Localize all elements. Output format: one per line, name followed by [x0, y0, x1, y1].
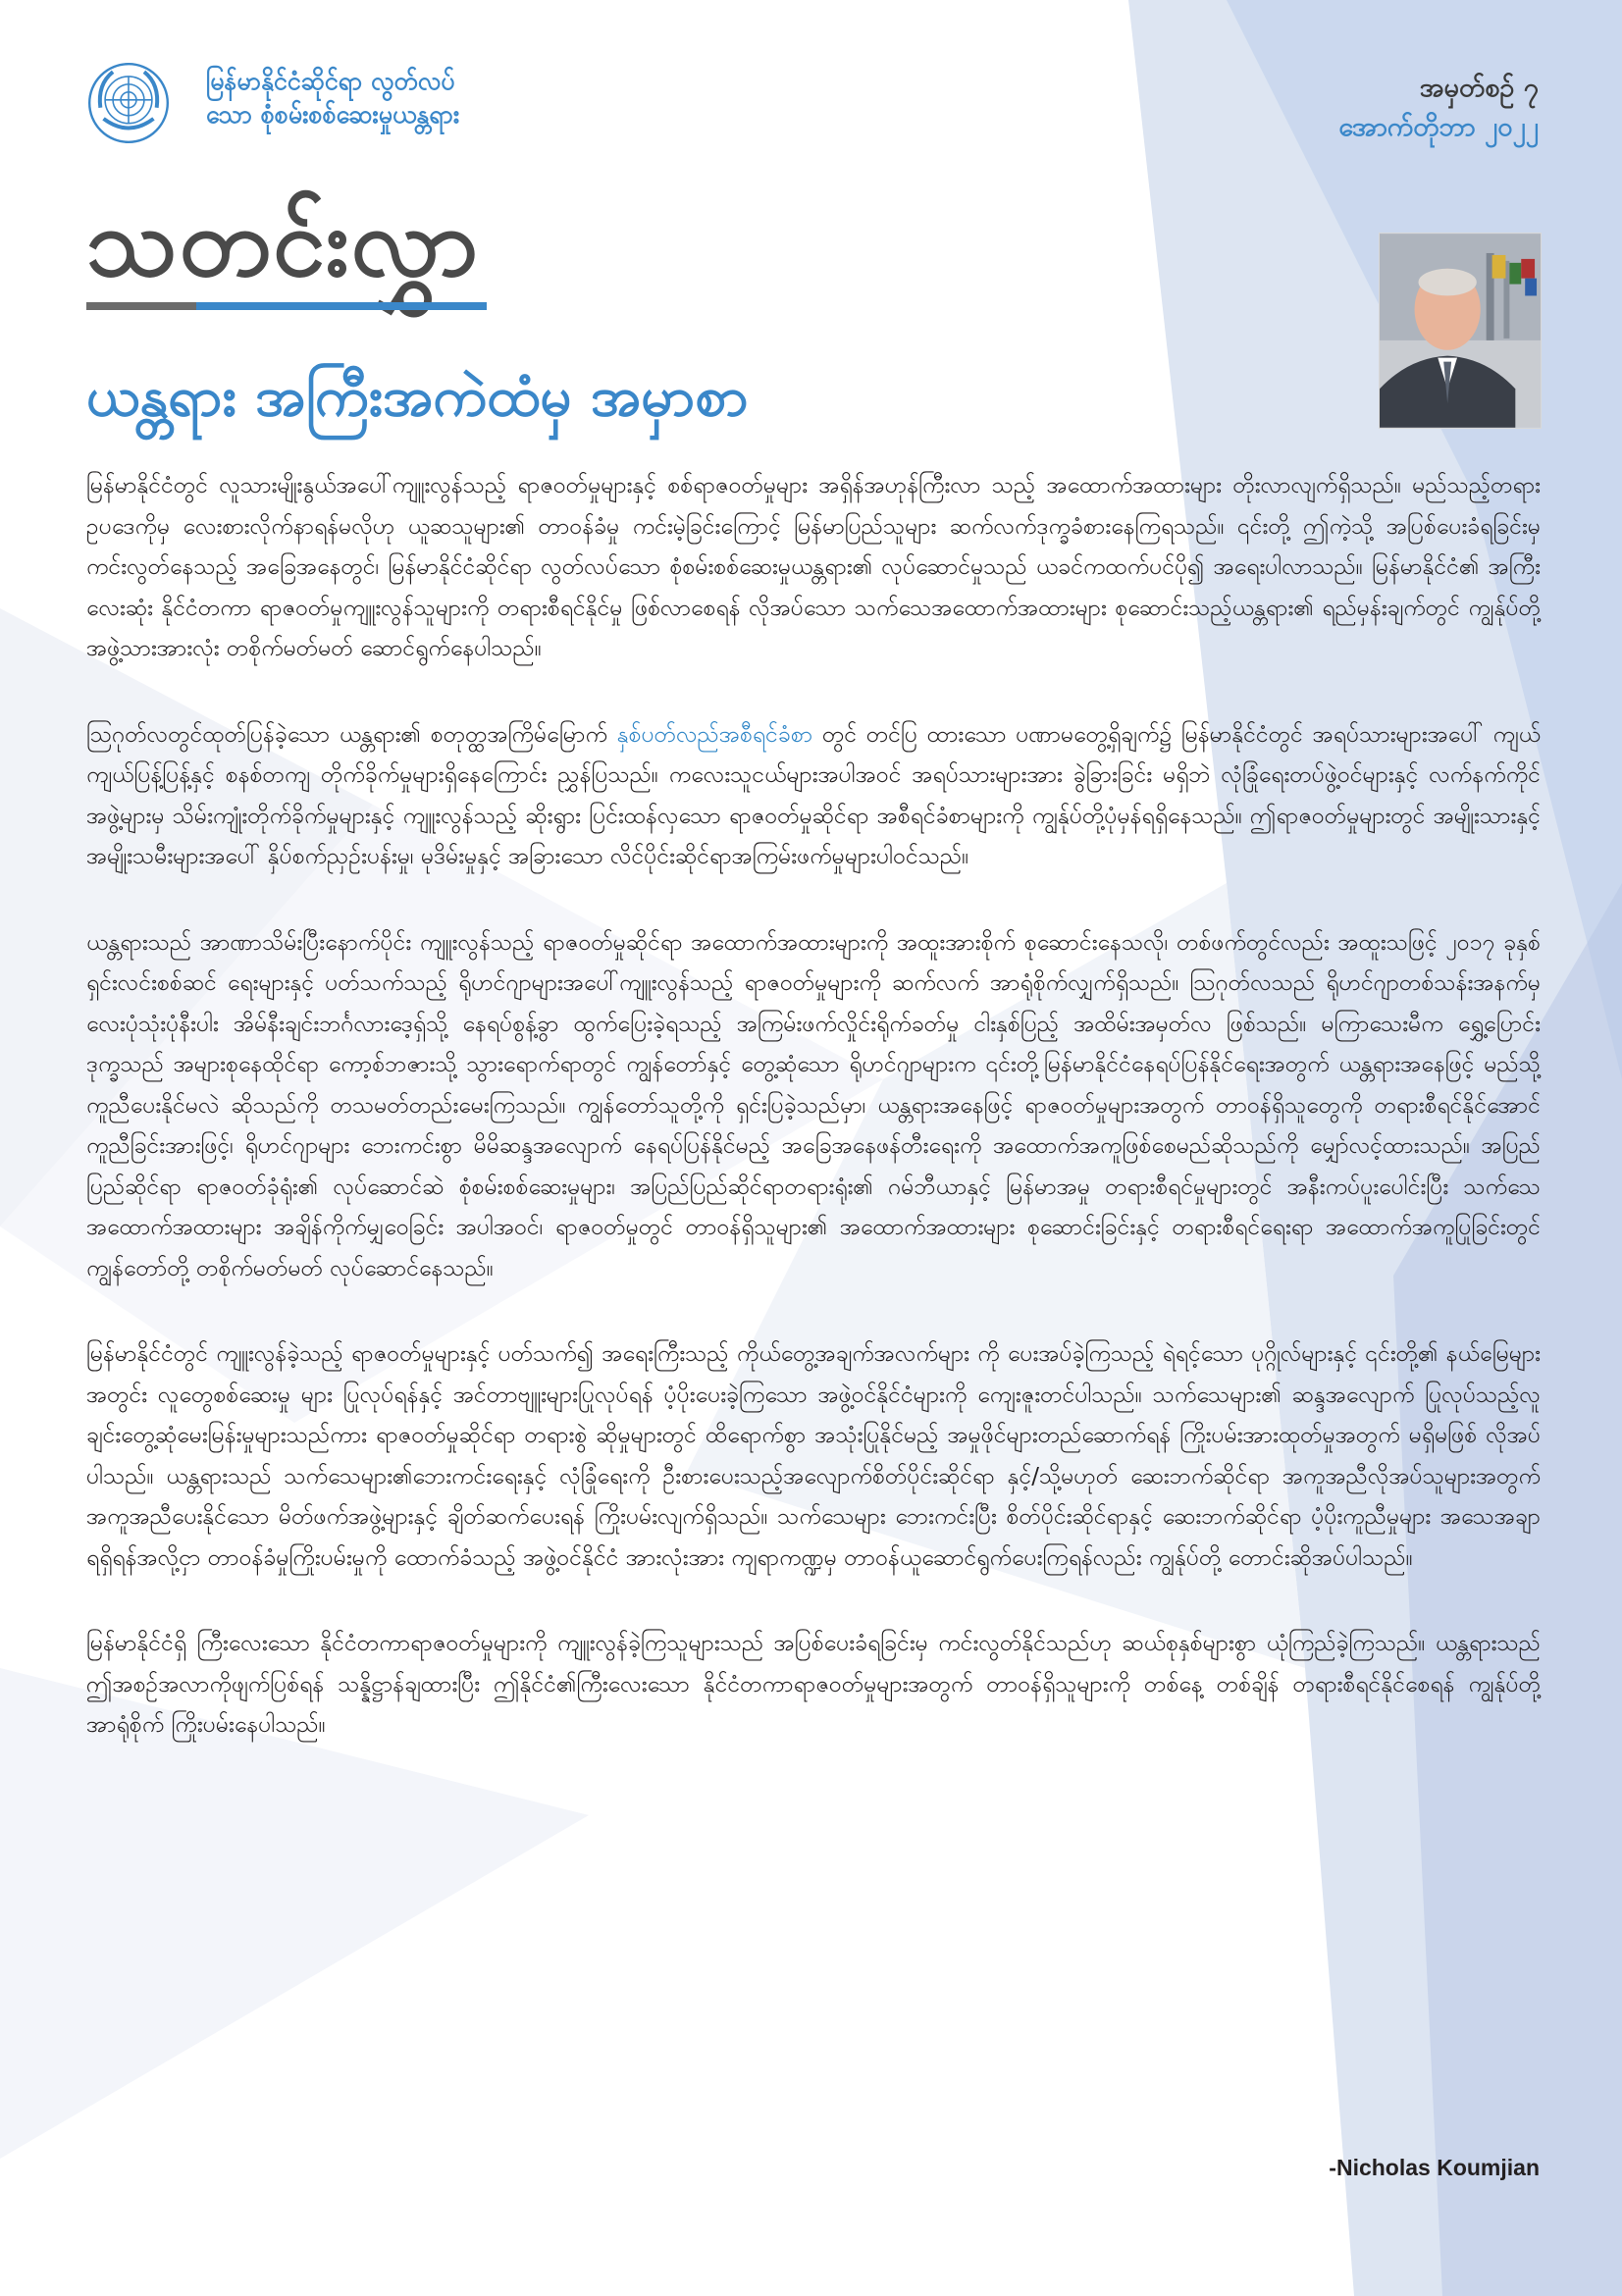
- annual-report-link[interactable]: နှစ်ပတ်လည်အစီရင်ခံစာ: [616, 721, 813, 748]
- issue-info: [1244, 69, 1539, 147]
- issue-number: အမှတ်စဉ် ၇: [1419, 73, 1539, 103]
- paragraph-3: ယန္တရားသည် အာဏာသိမ်းပြီးနောက်ပိုင်း ကျူးလွန်သည့် ရာဇဝတ်မှုဆိုင်ရာ အထောက်အထားများကို အထူးအားစိုက် စုဆောင်းနေသလို၊ တစ်ဖက်တွင်လည်း အထူးသဖြင့် ၂၀၁၇ ခုနှစ် ရှင်းလင်းစစ်ဆင် ရေးများနှင့် ပတ်သက်သည့် ရိုဟင်ဂျာများအပေါ်ကျူးလွန်သည့် ရာဇဝတ်မှုများကို ဆက်လက် အာရုံစိုက်လျှက်ရှိသည်။ ဩဂုတ်လသည် ရိုဟင်ဂျာတစ်သန်းအနက်မှ လေးပုံသုံးပုံနီးပါး အိမ်နီးချင်းဘင်္ဂလားဒေ့ရှ်သို့ နေရပ်စွန့်ခွာ ထွက်ပြေးခဲ့ရသည့် အကြမ်းဖက်လှိုင်းရိုက်ခတ်မှု ငါးနှစ်ပြည့် အထိမ်းအမှတ်လ ဖြစ်သည်။ မကြာသေးမီက ရွှေ့ပြောင်းဒုက္ခသည် အများစုနေထိုင်ရာ ကော့စ်ဘဇားသို့ သွားရောက်ရာတွင် ကျွန်တော်နှင့် တွေ့ဆုံသော ရိုဟင်ဂျာများက ၎င်းတို့မြန်မာနိုင်ငံနေရပ်ပြန်နိုင်ရေးအတွက် ယန္တရားအနေဖြင့် မည်သို့ ကူညီပေးနိုင်မလဲ ဆိုသည်ကို တသမတ်တည်းမေးကြသည်။ ကျွန်တော်သူတို့ကို ရှင်းပြခဲ့သည်မှာ၊ ယန္တရားအနေဖြင့် ရာဇဝတ်မှုများအတွက် တာဝန်ရှိသူတွေကို တရားစီရင်နိုင်အောင် ကူညီခြင်းအားဖြင့်၊ ရိုဟင်ဂျာများ ဘေးကင်းစွာ မိမိဆန္ဒအလျောက် နေရပ်ပြန်နိုင်မည့် အခြေအနေဖန်တီးရေးကို အထောက်အကူဖြစ်စေမည်ဆိုသည်ကို မျှော်လင့်ထားသည်။ အပြည်ပြည်ဆိုင်ရာ ရာဇဝတ်ခုံရုံး၏ လုပ်ဆောင်ဆဲ စုံစမ်းစစ်ဆေးမှုများ၊ အပြည်ပြည်ဆိုင်ရာတရားရုံး၏ ဂမ်ဘီယာနှင့် မြန်မာအမှု တရားစီရင်မှုများတွင် အနီးကပ်ပူးပေါင်းပြီး သက်သေအထောက်အထားများ အချိန်ကိုက်မျှဝေခြင်း အပါအဝင်၊ ရာဇဝတ်မှုတွင် တာဝန်ရှိသူများ၏ အထောက်အထားများ စုဆောင်းခြင်းနှင့် တရားစီရင်ရေးရာ အထောက်အကူပြုခြင်းတွင် ကျွန်တော်တို့ တစိုက်မတ်မတ် လုပ်ဆောင်နေသည်။: [86, 929, 1541, 1281]
- author-photo: [1379, 233, 1542, 429]
- header: [86, 61, 1539, 149]
- organization-name: [206, 65, 618, 131]
- paragraph-4: မြန်မာနိုင်ငံတွင် ကျူးလွန်ခဲ့သည့် ရာဇဝတ်မှုများနှင့် ပတ်သက်၍ အရေးကြီးသည့် ကိုယ်တွေ့အချက်အလက်များ ကို ပေးအပ်ခဲ့ကြသည့် ရဲရင့်သော ပုဂ္ဂိုလ်များနှင့် ၎င်းတို့၏ နယ်မြေများအတွင်း လူတွေစစ်ဆေးမှု များ ပြုလုပ်ရန်နှင့် အင်တာဗျူးများပြုလုပ်ရန် ပံ့ပိုးပေးခဲ့ကြသော အဖွဲ့ဝင်နိုင်ငံများကို ကျေးဇူးတင်ပါသည်။ သက်သေများ၏ ဆန္ဒအလျောက် ပြုလုပ်သည့်လူချင်းတွေ့ဆုံမေးမြန်းမှုများသည်ကား ရာဇဝတ်မှုဆိုင်ရာ တရားစွဲ ဆိုမှုများတွင် ထိရောက်စွာ အသုံးပြုနိုင်မည့် အမှုဖိုင်များတည်ဆောက်ရန် ကြိုးပမ်းအားထုတ်မှုအတွက် မရှိမဖြစ် လိုအပ်ပါသည်။ ယန္တရားသည် သက်သေများ၏ဘေးကင်းရေးနှင့် လုံခြုံရေးကို ဦးစားပေးသည့်အလျောက်စိတ်ပိုင်းဆိုင်ရာ နှင့်/သို့မဟုတ် ဆေးဘက်ဆိုင်ရာ အကူအညီလိုအပ်သူများအတွက် အကူအညီပေးနိုင်သော မိတ်ဖက်အဖွဲ့များနှင့် ချိတ်ဆက်ပေးရန် ကြိုးပမ်းလျက်ရှိသည်။ သက်သေများ ဘေးကင်းပြီး စိတ်ပိုင်းဆိုင်ရာနှင့် ဆေးဘက်ဆိုင်ရာ ပံ့ပိုးကူညီမှုများ အသေအချာရရှိရန်အလို့ငှာ တာဝန်ခံမှုကြိုးပမ်းမှုကို ထောက်ခံသည့် အဖွဲ့ဝင်နိုင်ငံ အားလုံးအား ကျရာကဏ္ဍမှ တာဝန်ယူဆောင်ရွက်ပေးကြရန်လည်း ကျွန်ုပ်တို့ တောင်းဆိုအပ်ပါသည်။: [86, 1341, 1541, 1571]
- article-body: [86, 466, 1541, 1792]
- paragraph-2: [86, 715, 1541, 878]
- issue-date: အောက်တိုဘာ ၂၀၂၂: [1338, 112, 1539, 142]
- un-emblem-logo: [86, 61, 171, 145]
- paragraph-2-before: ဩဂုတ်လတွင်ထုတ်ပြန်ခဲ့သော ယန္တရား၏ စတုတ္ထအကြိမ်မြောက်: [86, 721, 617, 748]
- masthead-title: သတင်းလွှာ: [86, 187, 481, 297]
- signature: -Nicholas Koumjian: [1329, 2155, 1540, 2180]
- paragraph-1: မြန်မာနိုင်ငံတွင် လူသားမျိုးနွယ်အပေါ်ကျူးလွန်သည့် ရာဇဝတ်မှုများနှင့် စစ်ရာဇဝတ်မှုများ အရှိန်အဟုန်ကြီးလာ သည့် အထောက်အထားများ တိုးလာလျက်ရှိသည်။ မည်သည့်တရားဥပဒေကိုမှ လေးစားလိုက်နာရန်မလိုဟု ယူဆသူများ၏ တာဝန်ခံမှု ကင်းမဲ့ခြင်းကြောင့် မြန်မာပြည်သူများ ဆက်လက်ဒုက္ခခံစားနေကြရသည်။ ၎င်းတို့ ဤကဲ့သို့ အပြစ်ပေးခံရခြင်းမှ ကင်းလွတ်နေသည့် အခြေအနေတွင်၊ မြန်မာနိုင်ငံဆိုင်ရာ လွတ်လပ်သော စုံစမ်းစစ်ဆေးမှုယန္တရား၏ လုပ်ဆောင်မှုသည် ယခင်ကထက်ပင်ပို၍ အရေးပါလာသည်။ မြန်မာနိုင်ငံ၏ အကြီးလေးဆုံး နိုင်ငံတကာ ရာဇဝတ်မှုကျူးလွန်သူများကို တရားစီရင်နိုင်မှု ဖြစ်လာစေရန် လိုအပ်သော သက်သေအထောက်အထားများ စုဆောင်းသည့်ယန္တရား၏ ရည်မှန်းချက်တွင် ကျွန်ုပ်တို့အဖွဲ့သားအားလုံး တစိုက်မတ်မတ် ဆောင်ရွက်နေပါသည်။: [86, 473, 1541, 661]
- masthead-rule-blue: [196, 302, 487, 310]
- paragraph-2-after: တွင် တင်ပြ ထားသော ပဏာမတွေ့ရှိချက်၌ မြန်မာနိုင်ငံတွင် အရပ်သားများအပေါ် ကျယ်ကျယ်ပြန့်ပြန့်နှင့် စနစ်တကျ တိုက်ခိုက်မှုများရှိနေကြောင်း ညွှန်ပြသည်။ ကလေးသူငယ်များအပါအဝင် အရပ်သားများအား ခွဲခြားခြင်း မရှိဘဲ လုံခြုံရေးတပ်ဖွဲ့ဝင်များနှင့် လက်နက်ကိုင်အဖွဲ့များမှ သိမ်းကျုံးတိုက်ခိုက်မှုများနှင့် ကျူးလွန်သည့် ဆိုးရွား ပြင်းထန်လှသော ရာဇဝတ်မှုဆိုင်ရာ အစီရင်ခံစာများကို ကျွန်ုပ်တို့ပုံမှန်ရရှိနေသည်။ ဤရာဇဝတ်မှုများတွင် အမျိုးသားနှင့်အမျိုးသမီးများအပေါ် နှိပ်စက်ညှဉ်းပန်းမှု၊ မုဒိမ်းမှုနှင့် အခြားသော လိင်ပိုင်းဆိုင်ရာအကြမ်းဖက်မှုများပါဝင်သည်။: [86, 721, 1541, 869]
- headline: ယန္တရား အကြီးအကဲထံမှ အမှာစာ: [86, 365, 749, 429]
- paragraph-5: မြန်မာနိုင်ငံရှိ ကြီးလေးသော နိုင်ငံတကာရာဇဝတ်မှုများကို ကျူးလွန်ခဲ့ကြသူများသည် အပြစ်ပေးခံရခြင်းမှ ကင်းလွတ်နိုင်သည်ဟု ဆယ်စုနှစ်များစွာ ယုံကြည်ခဲ့ကြသည်။ ယန္တရားသည် ဤအစဉ်အလာကိုဖျက်ပြစ်ရန် သန္နိဋ္ဌာန်ချထားပြီး ဤနိုင်ငံ၏ကြီးလေးသော နိုင်ငံတကာရာဇဝတ်မှုများအတွက် တာဝန်ရှိသူများကို တစ်နေ့ တစ်ချိန် တရားစီရင်နိုင်စေရန် ကျွန်ုပ်တို့ အာရုံစိုက် ကြိုးပမ်းနေပါသည်။: [86, 1631, 1541, 1738]
- organization-name-line1: မြန်မာနိုင်ငံဆိုင်ရာ လွတ်လပ်: [206, 67, 455, 95]
- organization-name-line2: သော စုံစမ်းစစ်ဆေးမှုယန္တရား: [206, 100, 460, 129]
- masthead-rule-dark: [86, 302, 196, 310]
